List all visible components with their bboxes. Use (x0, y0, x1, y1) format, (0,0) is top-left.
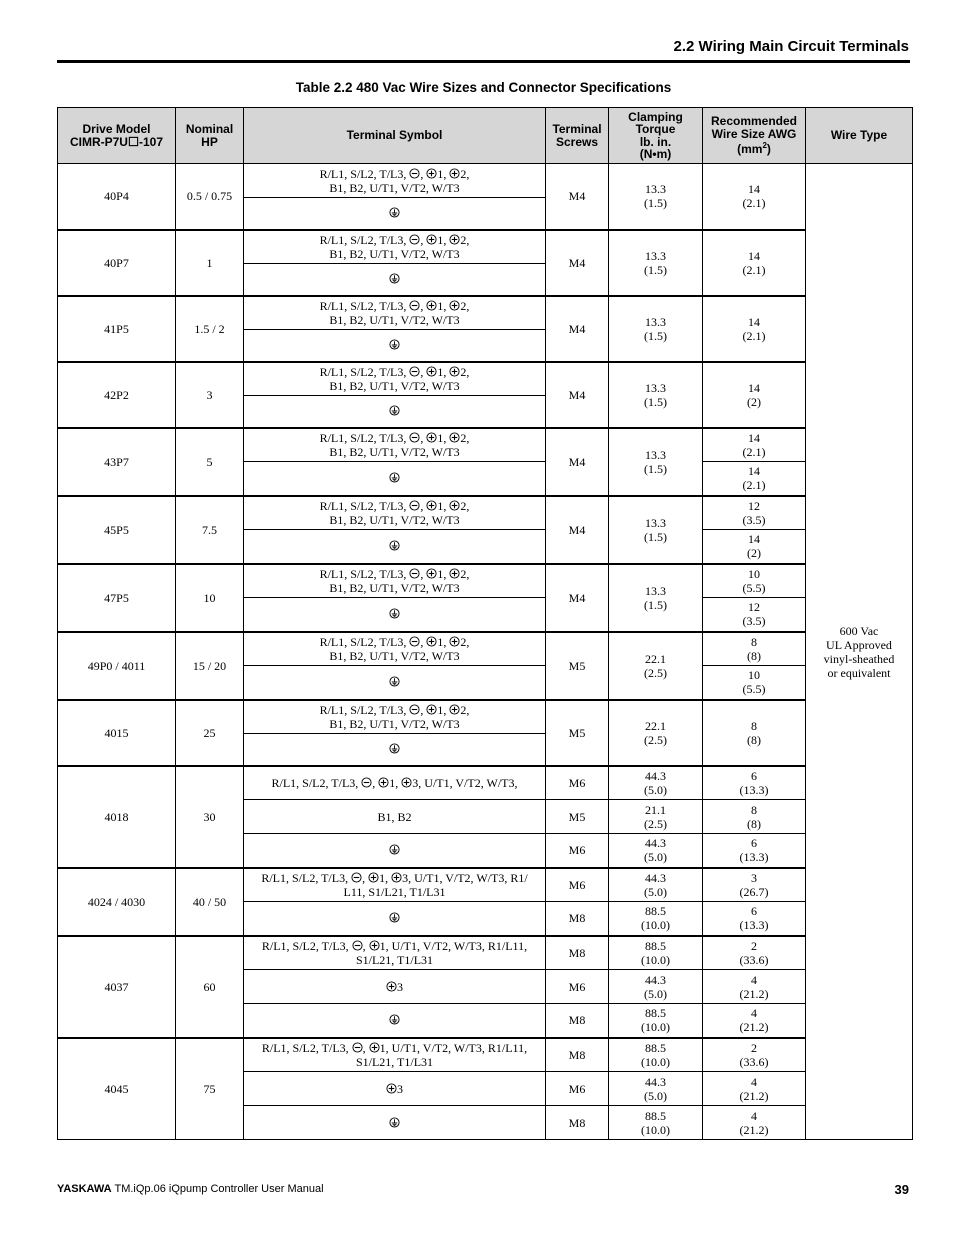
minus-terminal-icon (409, 636, 420, 647)
minus-terminal-icon (409, 500, 420, 511)
ground-terminal-cell (244, 462, 546, 496)
col-clamping-torque: Clamping Torque lb. in. (N•m) (609, 108, 703, 164)
terminal-symbol-cell: R/L1, S/L2, T/L3, , 1, 2, B1, B2, U/T1, V/T2, W/T3 (244, 428, 546, 462)
plus-terminal-icon (386, 1083, 397, 1094)
table-row: 42P2 3 R/L1, S/L2, T/L3, , 1, 2, B1, B2, U/T1, V/T2, W/T3 M4 13.3 (1.5) 14 (2) (58, 362, 913, 396)
box-icon (128, 136, 139, 147)
plus-terminal-icon (426, 636, 437, 647)
minus-terminal-icon (409, 704, 420, 715)
table-row: 45P5 7.5 R/L1, S/L2, T/L3, , 1, 2, B1, B2, U/T1, V/T2, W/T3 M4 13.3 (1.5) 12 (3.5) (58, 496, 913, 530)
ground-terminal-cell (244, 598, 546, 632)
table-row: 49P0 / 4011 15 / 20 R/L1, S/L2, T/L3, , 1, 2, B1, B2, U/T1, V/T2, W/T3 M5 22.1 (2.5) 8 (8) (58, 632, 913, 666)
ground-icon (389, 912, 400, 923)
table-row: 43P7 5 R/L1, S/L2, T/L3, , 1, 2, B1, B2, U/T1, V/T2, W/T3 M4 13.3 (1.5) 14 (2.1) (58, 428, 913, 462)
page-number: 39 (894, 1182, 909, 1197)
minus-terminal-icon (409, 432, 420, 443)
ground-icon (389, 743, 400, 754)
minus-terminal-icon (352, 940, 363, 951)
terminal-symbol-cell: R/L1, S/L2, T/L3, , 1, 2, B1, B2, U/T1, V/T2, W/T3 (244, 632, 546, 666)
section-header: 2.2 Wiring Main Circuit Terminals (673, 38, 909, 55)
ground-terminal-cell (244, 198, 546, 230)
col-terminal-symbol: Terminal Symbol (244, 108, 546, 164)
plus-terminal-icon (426, 234, 437, 245)
minus-terminal-icon (351, 872, 362, 883)
table-row: 40P7 1 R/L1, S/L2, T/L3, , 1, 2, B1, B2, U/T1, V/T2, W/T3 M4 13.3 (1.5) 14 (2.1) (58, 230, 913, 264)
col-nominal-hp: Nominal HP (176, 108, 244, 164)
terminal-symbol-cell: R/L1, S/L2, T/L3, , 1, 2, B1, B2, U/T1, V/T2, W/T3 (244, 362, 546, 396)
ground-terminal-cell (244, 1004, 546, 1038)
minus-terminal-icon (361, 777, 372, 788)
plus-terminal-icon (401, 777, 412, 788)
ground-icon (389, 207, 400, 218)
plus-terminal-icon (426, 704, 437, 715)
wire-type-cell: 600 Vac UL Approved vinyl-sheathed or equivalent (806, 164, 913, 1140)
terminal-symbol-cell: R/L1, S/L2, T/L3, , 1, 2, B1, B2, U/T1, V/T2, W/T3 (244, 564, 546, 598)
table-row: 4024 / 4030 40 / 50 R/L1, S/L2, T/L3, , 1, 3, U/T1, V/T2, W/T3, R1/ L11, S1/L21, T1/L31 M6 44.3 (5.0) 3 (26.7) (58, 868, 913, 902)
table-caption: Table 2.2 480 Vac Wire Sizes and Connector Specifications (295, 80, 672, 95)
minus-terminal-icon (409, 168, 420, 179)
ground-icon (389, 1117, 400, 1128)
plus-terminal-icon (449, 366, 460, 377)
ground-terminal-cell (244, 734, 546, 766)
table-row: 40P4 0.5 / 0.75 R/L1, S/L2, T/L3, , 1, 2, B1, B2, U/T1, V/T2, W/T3 M4 13.3 (1.5) 14 (2.1) 600 Vac UL Approved vinyl-sheathed or equivalent (58, 164, 913, 198)
plus-terminal-icon (449, 500, 460, 511)
minus-terminal-icon (409, 234, 420, 245)
ground-terminal-cell (244, 1106, 546, 1140)
minus-terminal-icon (409, 568, 420, 579)
header-rule (57, 60, 910, 63)
plus-terminal-icon (449, 636, 460, 647)
table-row: 47P5 10 R/L1, S/L2, T/L3, , 1, 2, B1, B2, U/T1, V/T2, W/T3 M4 13.3 (1.5) 10 (5.5) (58, 564, 913, 598)
plus-terminal-icon (426, 568, 437, 579)
plus-terminal-icon (368, 872, 379, 883)
plus-terminal-icon (391, 872, 402, 883)
col-terminal-screws: Terminal Screws (546, 108, 609, 164)
ground-terminal-cell (244, 330, 546, 362)
plus-terminal-icon (369, 1042, 380, 1053)
plus-terminal-icon (426, 300, 437, 311)
terminal-symbol-cell: R/L1, S/L2, T/L3, , 1, 2, B1, B2, U/T1, V/T2, W/T3 (244, 700, 546, 734)
table-row: 4018 30 R/L1, S/L2, T/L3, , 1, 3, U/T1, V/T2, W/T3, M6 44.3 (5.0) 6 (13.3) (58, 766, 913, 800)
ground-icon (389, 540, 400, 551)
ground-terminal-cell (244, 834, 546, 868)
footer-manual-title: YASKAWA TM.iQp.06 iQpump Controller User Manual (57, 1183, 324, 1195)
terminal-symbol-cell: R/L1, S/L2, T/L3, , 1, 2, B1, B2, U/T1, V/T2, W/T3 (244, 164, 546, 198)
plus-terminal-icon (426, 432, 437, 443)
plus-terminal-icon (449, 168, 460, 179)
terminal-symbol-cell: R/L1, S/L2, T/L3, , 1, 2, B1, B2, U/T1, V/T2, W/T3 (244, 296, 546, 330)
table-row: 4045 75 R/L1, S/L2, T/L3, , 1, U/T1, V/T2, W/T3, R1/L11, S1/L21, T1/L31 M8 88.5 (10.0) 2 (33.6) (58, 1038, 913, 1072)
plus-terminal-icon (426, 168, 437, 179)
ground-terminal-cell (244, 666, 546, 700)
minus-terminal-icon (409, 366, 420, 377)
plus-terminal-icon (426, 366, 437, 377)
table-row: 41P5 1.5 / 2 R/L1, S/L2, T/L3, , 1, 2, B1, B2, U/T1, V/T2, W/T3 M4 13.3 (1.5) 14 (2.1) (58, 296, 913, 330)
minus-terminal-icon (409, 300, 420, 311)
minus-terminal-icon (352, 1042, 363, 1053)
plus-terminal-icon (449, 234, 460, 245)
ground-icon (389, 273, 400, 284)
ground-terminal-cell (244, 902, 546, 936)
terminal-symbol-cell: R/L1, S/L2, T/L3, , 1, 2, B1, B2, U/T1, V/T2, W/T3 (244, 496, 546, 530)
plus-terminal-icon (449, 300, 460, 311)
plus-terminal-icon (386, 981, 397, 992)
plus-terminal-icon (378, 777, 389, 788)
ground-icon (389, 405, 400, 416)
ground-terminal-cell (244, 264, 546, 296)
plus-terminal-icon (369, 940, 380, 951)
plus-terminal-icon (449, 568, 460, 579)
plus-terminal-icon (426, 500, 437, 511)
col-wire-size: Recommended Wire Size AWG $(mm^2)$ (703, 108, 806, 164)
ground-icon (389, 1014, 400, 1025)
ground-icon (389, 676, 400, 687)
ground-icon (389, 608, 400, 619)
terminal-symbol-cell: R/L1, S/L2, T/L3, , 1, 2, B1, B2, U/T1, V/T2, W/T3 (244, 230, 546, 264)
wire-size-table: Drive Model CIMR-P7U -107 Nominal HP Terminal Symbol Terminal Screws Clamping Torque lb. in. (N•m) Recommended Wire Size AWG $(mm^2)$ Wire Type 40P4 0.5 / 0.75 R/L1, S/L2, T/L3, , 1, 2, B1, B2, U/T1, V/T2, W/T3 M4 13.3 (1.5) 14 (2.1) 600 Vac UL Approved vinyl-sheathed or equivalent 40P7 1 R/L1, S/L2, T/L3, , 1, 2, B1, B2, U/T1, V/T2, W/T3 M4 13.3 (1.5) 14 (2.1) 41P5 1.5 / 2 R/L1, S/L2, T/L3, , 1, 2, B1, B2, U/T1, V/T2, W/T3 M4 13.3 (1.5) 14 (2.1) 42P2 3 R/L1, S/L2, T/L3, , 1, 2, B1, B2, U/T1, V/T2, W/T3 M4 13.3 (1.5) 14 (2) 43P7 5 R/L1, S/L2, T/L3, , 1, 2, B1, B2, U/T1, V/T2, W/T3 M4 13.3 (1.5) 14 (2.1) 14 (2.1) 45P5 7.5 R/L1, S/L2, T/L3, , 1, 2, B1, B2, U/T1, V/T2, W/T3 M4 13.3 (1.5) 12 (3.5) 14 (2) 47P5 10 R/L1, S/L2, T/L3, , 1, 2, B1, B2, U/T1, V/T2, W/T3 M4 13.3 (1.5) 10 (5.5) 12 (3.5) 49P0 / 4011 15 / 20 R/L1, S/L2, T/L3, , 1, 2, B1, B2, U/T1, V/T2, W/T3 M5 22.1 (2.5) 8 (8) 10 (5.5) 4015 25 R/L1, S/L2, T/L3, , 1, 2, B1, B2, U/T1, V/T2, W/T3 M5 22.1 (2.5) 8 (8) 4018 30 R/L1, S/L2, T/L3, , 1, 3, U/T1, V/T2, W/T3, M6 44.3 (5.0) 6 (13.3) B1, B2 M5 21.1 (2.5) 8 (8) M6 44.3 (5.0) 6 (13.3) 4024 / 4030 40 / 50 R/L1, S/L2, T/L3, , 1, 3, U/T1, V/T2, W/T3, R1/ L11, S1/L21, T1/L31 M6 44.3 (5.0) 3 (26.7) M8 88.5 (10.0) 6 (13.3) 4037 60 R/L1, S/L2, T/L3, , 1, U/T1, V/T2, W/T3, R1/L11, S1/L21, T1/L31 M8 88.5 (10.0) 2 (33.6) 3 M6 44.3 (5.0) 4 (21.2) M8 88.5 (10.0) 4 (21.2) 4045 75 R/L1, S/L2, T/L3, , 1, U/T1, V/T2, W/T3, R1/L11, S1/L21, T1/L31 M8 88.5 (10.0) 2 (33.6) 3 M6 44.3 (5.0) 4 (21.2) M8 88.5 (10.0) 4 (21.2) (57, 107, 913, 1140)
col-wire-type: Wire Type (806, 108, 913, 164)
table-row: 4015 25 R/L1, S/L2, T/L3, , 1, 2, B1, B2, U/T1, V/T2, W/T3 M5 22.1 (2.5) 8 (8) (58, 700, 913, 734)
ground-icon (389, 844, 400, 855)
col-drive-model: Drive Model CIMR-P7U -107 (58, 108, 176, 164)
ground-icon (389, 339, 400, 350)
ground-icon (389, 472, 400, 483)
table-row: 4037 60 R/L1, S/L2, T/L3, , 1, U/T1, V/T2, W/T3, R1/L11, S1/L21, T1/L31 M8 88.5 (10.0) 2 (33.6) (58, 936, 913, 970)
ground-terminal-cell (244, 530, 546, 564)
plus-terminal-icon (449, 432, 460, 443)
ground-terminal-cell (244, 396, 546, 428)
plus-terminal-icon (449, 704, 460, 715)
